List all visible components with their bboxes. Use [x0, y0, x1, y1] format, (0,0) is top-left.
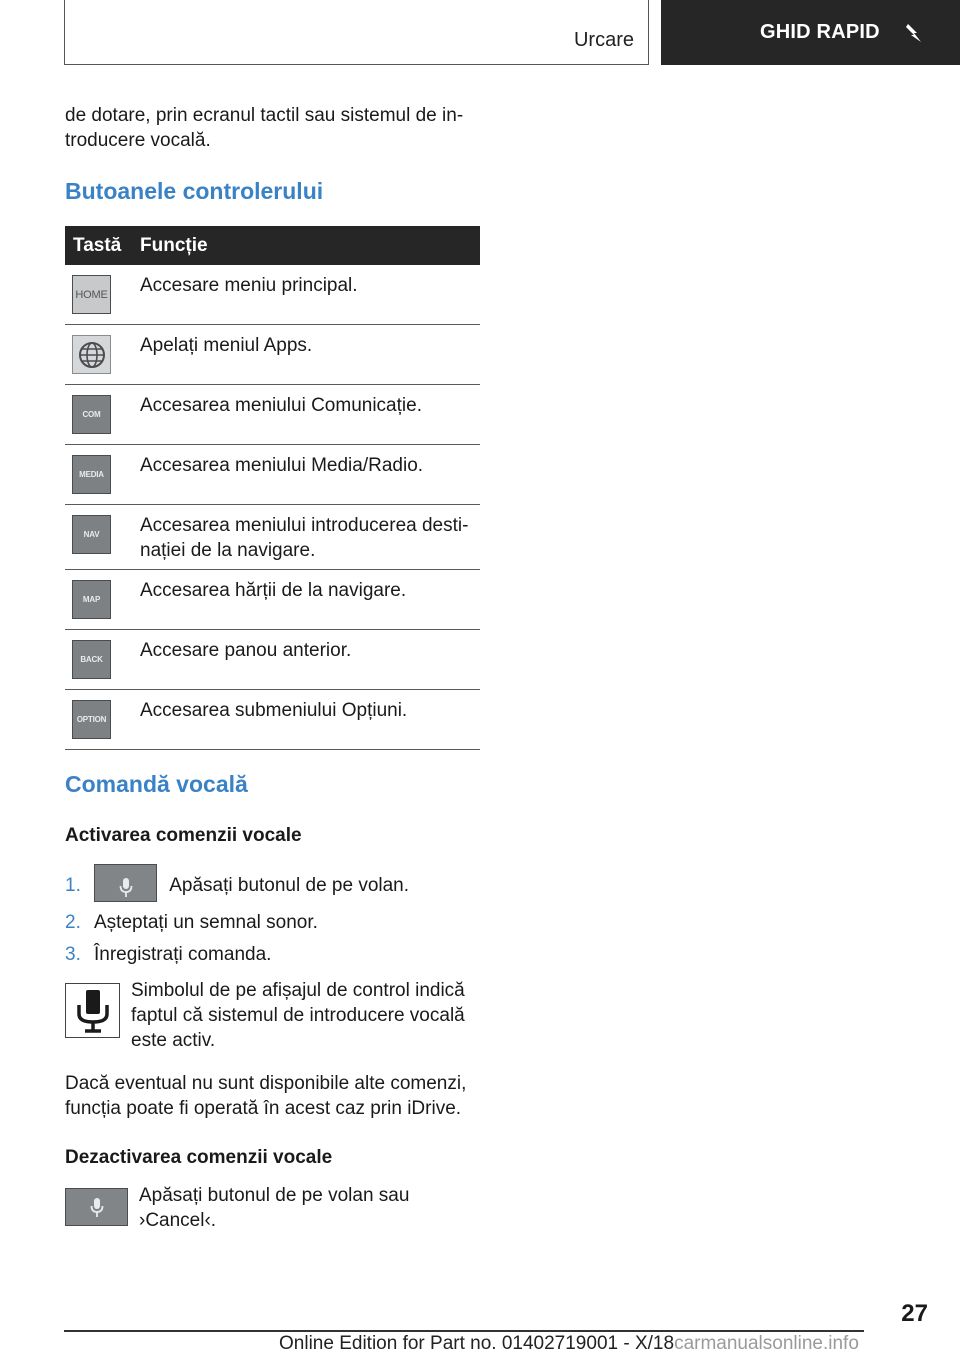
back-key-icon: BACK [72, 640, 111, 679]
com-key-icon: COM [72, 395, 111, 434]
map-key-icon: MAP [72, 580, 111, 619]
list-item [65, 857, 480, 907]
voice-heading: Comandă vocală [65, 771, 248, 797]
activation-steps [65, 857, 480, 971]
step-number: 3. [65, 944, 81, 965]
table-row [65, 690, 480, 750]
deactivate-heading: Dezactivarea comenzii vocale [65, 1147, 333, 1168]
column-header-function: Funcție [140, 234, 208, 256]
table-row [65, 570, 480, 630]
quick-guide-label: GHID RAPID [760, 21, 880, 43]
list-item [65, 907, 480, 939]
steering-mic-button-icon [65, 1188, 128, 1226]
microphone-active-icon [65, 983, 120, 1038]
deactivate-instruction [65, 1183, 480, 1233]
row-function: Accesarea submeniului Opțiuni. [140, 700, 408, 721]
deactivate-text: Apăsați butonul de pe volan sau ›Cancel‹. [139, 1185, 410, 1231]
row-function: Accesarea meniului Comunicație. [140, 395, 422, 416]
table-row [65, 325, 480, 385]
step-text: Înregistrați comanda. [94, 944, 272, 965]
option-key-icon: OPTION [72, 700, 111, 739]
controller-table [65, 226, 480, 750]
table-row [65, 630, 480, 690]
header-quick-guide-badge [661, 0, 960, 65]
controller-heading: Butoanele controlerului [65, 178, 324, 204]
list-item [65, 939, 480, 971]
step-number: 2. [65, 912, 81, 933]
table-row [65, 445, 480, 505]
steering-mic-button-icon [94, 864, 157, 902]
quick-guide-icon [900, 21, 924, 45]
row-function: Accesare panou anterior. [140, 640, 352, 661]
edition-text: Online Edition for Part no. 01402719001 - X/18 [279, 1333, 675, 1354]
voice-active-note [65, 978, 480, 1053]
step-number: 1. [65, 875, 81, 896]
footer-divider [64, 1330, 864, 1332]
row-function: Accesarea meniului Media/Radio. [140, 455, 424, 476]
note-text: Simbolul de pe afișajul de control indică faptul că sistemul de introducere vocală este activ. [131, 980, 465, 1051]
table-row [65, 265, 480, 325]
page-number: 27 [901, 1300, 928, 1327]
row-function: Accesarea hărții de la navigare. [140, 580, 407, 601]
row-function: Apelați meniul Apps. [140, 335, 313, 356]
idrive-paragraph: Dacă eventual nu sunt disponibile alte comenzi, funcția poate fi operată în acest caz prin iDrive. [65, 1073, 467, 1119]
step-text: Apăsați butonul de pe volan. [169, 875, 410, 896]
table-header [65, 226, 480, 265]
step-text: Așteptați un semnal sonor. [94, 912, 318, 933]
apps-globe-icon [72, 335, 111, 374]
footer-edition [279, 1333, 859, 1355]
header-section-title: Urcare [573, 29, 634, 51]
nav-key-icon: NAV [72, 515, 111, 554]
table-row [65, 505, 480, 570]
header-section-box [64, 0, 649, 65]
intro-text: de dotare, prin ecranul tactil sau sistemul de introducere vocală. [65, 105, 464, 151]
row-function: Accesare meniu principal. [140, 275, 358, 296]
row-function: Accesarea meniului introducerea destinației de la navigare. [140, 515, 469, 561]
media-key-icon: MEDIA [72, 455, 111, 494]
home-key-icon: HOME [72, 275, 111, 314]
table-row [65, 385, 480, 445]
watermark-text: carmanualsonline.info [674, 1333, 859, 1354]
column-header-key: Tastă [73, 234, 122, 256]
activate-heading: Activarea comenzii vocale [65, 825, 302, 846]
